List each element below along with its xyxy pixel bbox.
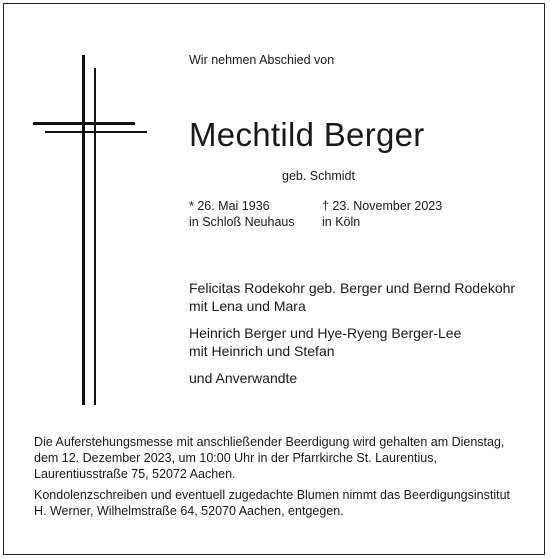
service-line: dem 12. Dezember 2023, um 10:00 Uhr in der Pfarrkirche St. Laurentius, xyxy=(34,451,437,465)
mourner-names: Heinrich Berger und Hye-Ryeng Berger-Lee xyxy=(189,325,462,341)
death-info xyxy=(322,198,442,230)
mourners-list xyxy=(189,279,515,387)
condolences-line: Kondolenzschreiben und eventuell zugedachte Blumen nimmt das Beerdigungsinstitut xyxy=(34,488,510,502)
birth-name: geb. Schmidt xyxy=(282,169,355,183)
mourner-group xyxy=(189,279,515,315)
service-line: Laurentiusstraße 75, 52072 Aachen. xyxy=(34,467,236,481)
service-notice xyxy=(34,434,510,524)
birth-info xyxy=(189,198,295,230)
birth-place: in Schloß Neuhaus xyxy=(189,215,295,229)
mourner-children: mit Heinrich und Stefan xyxy=(189,343,335,359)
condolences-paragraph xyxy=(34,487,510,519)
death-date: † 23. November 2023 xyxy=(322,199,443,213)
cross-vertical-bar xyxy=(82,55,85,405)
mourner-children: mit Lena und Mara xyxy=(189,298,306,314)
cross-icon xyxy=(0,0,200,420)
service-line: Die Auferstehungsmesse mit anschließender Beerdigung wird gehalten am Dienstag, xyxy=(34,435,505,449)
deceased-name: Mechtild Berger xyxy=(189,116,425,153)
birth-date: * 26. Mai 1936 xyxy=(189,199,270,213)
relatives-text: und Anverwandte xyxy=(189,370,298,386)
mourner-names: Felicitas Rodekohr geb. Berger und Bernd Rodekohr xyxy=(189,280,516,296)
mourner-group xyxy=(189,324,515,360)
intro-text: Wir nehmen Abschied von xyxy=(189,53,335,67)
death-place: in Köln xyxy=(322,215,361,229)
service-paragraph xyxy=(34,434,510,482)
cross-vertical-line xyxy=(94,68,96,405)
cross-horizontal-line xyxy=(45,131,147,133)
cross-horizontal-bar xyxy=(33,122,135,125)
condolences-line: H. Werner, Wilhelmstraße 64, 52070 Aachen, entgegen. xyxy=(34,504,344,518)
